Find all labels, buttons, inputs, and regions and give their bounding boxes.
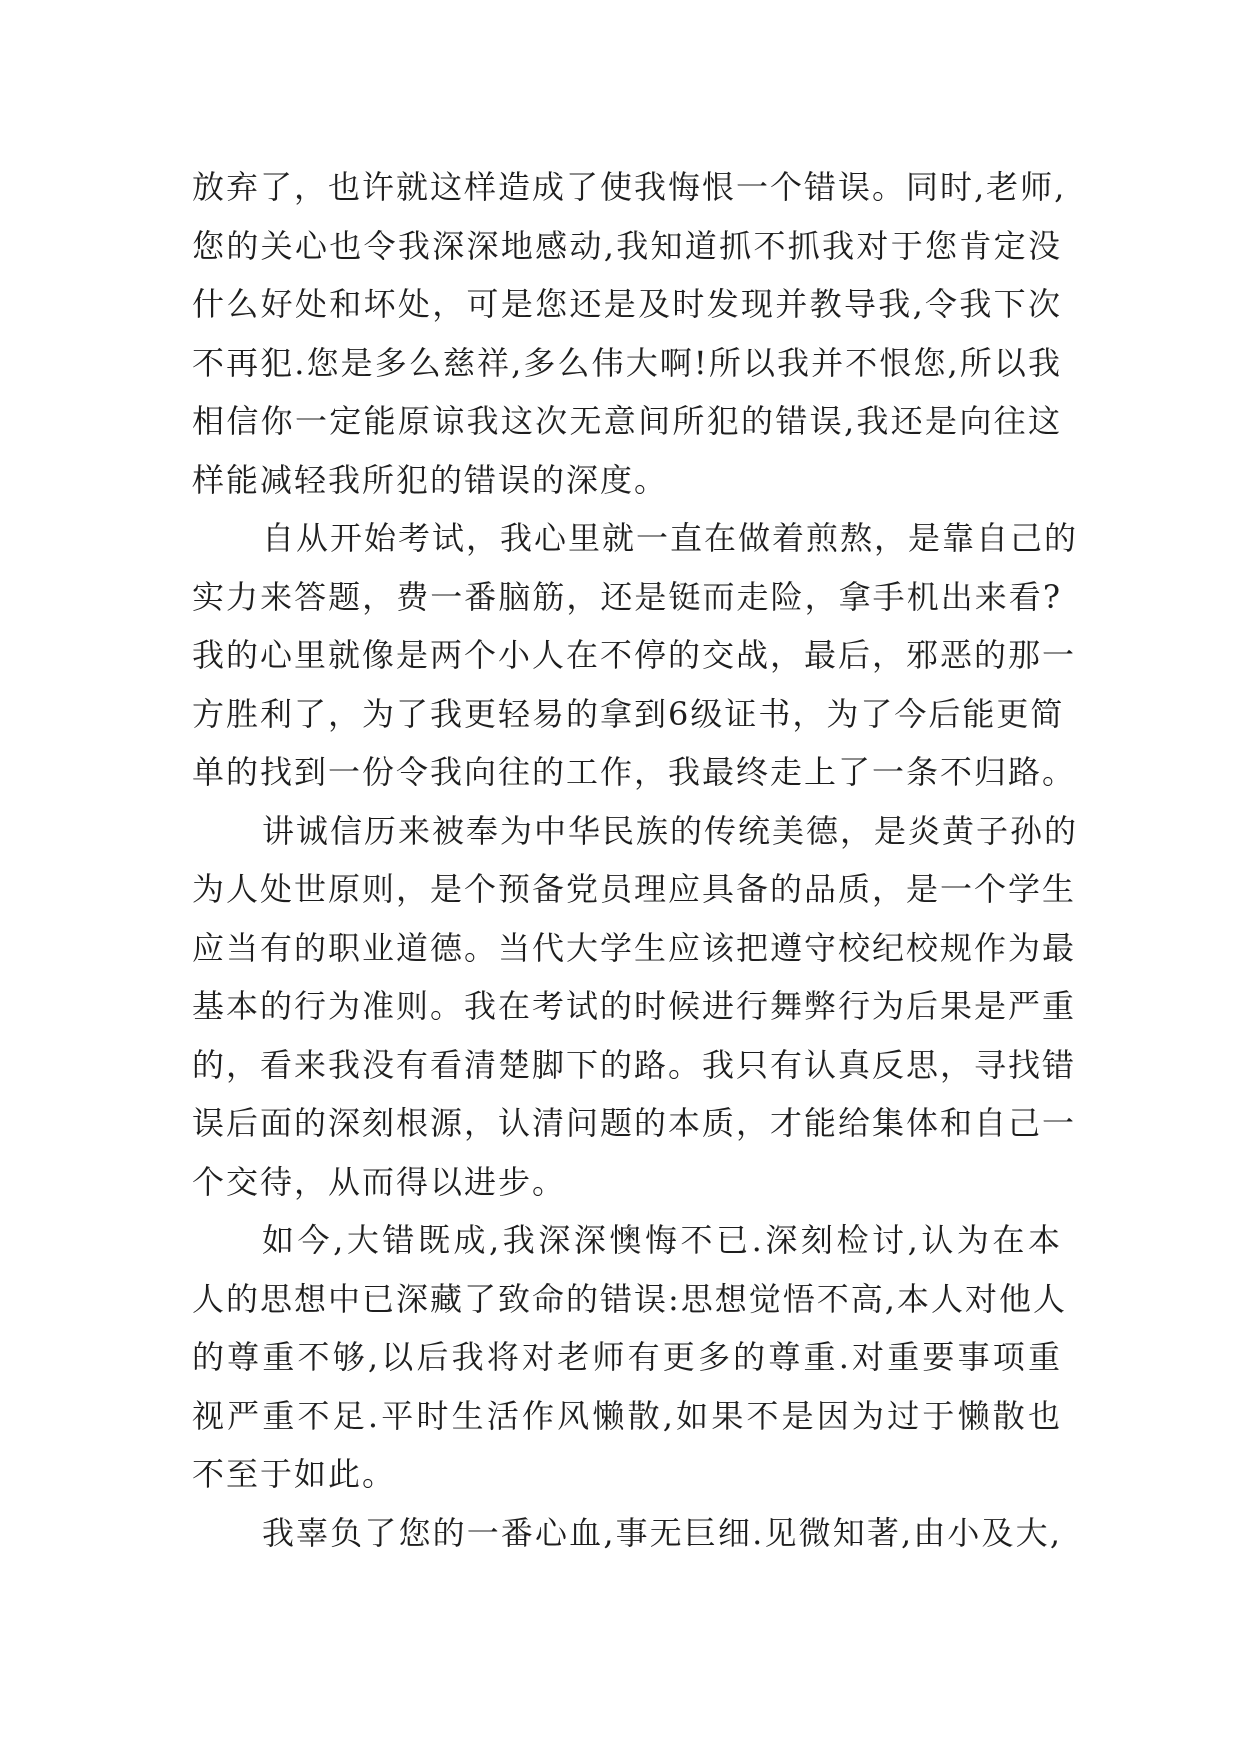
paragraph-4-line-4: 视严重不足.平时生活作风懒散,如果不是因为过于懒散也 [192,1396,1062,1435]
paragraph-1-line-4: 不再犯.您是多么慈祥,多么伟大啊!所以我并不恨您,所以我 [192,343,1062,382]
paragraph-2-line-5: 单的找到一份令我向往的工作，我最终走上了一条不归路。 [192,753,1077,791]
paragraph-4-line-1: 如今,大错既成,我深深懊悔不已.深刻检讨,认为在本 [262,1221,1062,1259]
paragraph-3-line-7: 个交待，从而得以进步。 [192,1162,567,1201]
paragraph-3-line-6: 误后面的深刻根源，认清问题的本质，才能给集体和自己一 [192,1104,1077,1142]
paragraph-2-line-2: 实力来答题，费一番脑筋，还是铤而走险，拿手机出来看? [192,577,1062,616]
paragraph-3-line-4: 基本的行为准则。我在考试的时候进行舞弊行为后果是严重 [192,987,1077,1025]
paragraph-1-line-5: 相信你一定能原谅我这次无意间所犯的错误,我还是向往这 [192,402,1062,440]
paragraph-2-line-1: 自从开始考试，我心里就一直在做着煎熬，是靠自己的 [262,519,1079,557]
paragraph-2-line-4: 方胜利了，为了我更轻易的拿到6级证书，为了今后能更简 [192,694,1065,733]
paragraph-1-line-6: 样能减轻我所犯的错误的深度。 [192,460,669,499]
paragraph-5-line-1: 我辜负了您的一番心血,事无巨细.见微知著,由小及大, [262,1513,1062,1552]
paragraph-3-line-5: 的，看来我没有看清楚脚下的路。我只有认真反思，寻找错 [192,1045,1077,1084]
paragraph-4-line-3: 的尊重不够,以后我将对老师有更多的尊重.对重要事项重 [192,1338,1062,1376]
paragraph-3-line-3: 应当有的职业道德。当代大学生应该把遵守校纪校规作为最 [192,928,1077,967]
paragraph-1-line-2: 您的关心也令我深深地感动,我知道抓不抓我对于您肯定没 [192,226,1062,265]
document-body [192,158,1079,1562]
paragraph-3-line-2: 为人处世原则，是个预备党员理应具备的品质，是一个学生 [192,870,1077,908]
paragraph-4-line-5: 不至于如此。 [192,1455,397,1493]
paragraph-1-line-3: 什么好处和坏处，可是您还是及时发现并教导我,令我下次 [192,285,1062,323]
paragraph-4-line-2: 人的思想中已深藏了致命的错误:思想觉悟不高,本人对他人 [192,1279,1067,1318]
paragraph-3-line-1: 讲诚信历来被奉为中华民族的传统美德，是炎黄子孙的 [262,811,1079,850]
paragraph-1-line-1: 放弃了，也许就这样造成了使我悔恨一个错误。同时,老师, [192,168,1067,206]
paragraph-2-line-3: 我的心里就像是两个小人在不停的交战，最后，邪恶的那一 [192,636,1077,674]
